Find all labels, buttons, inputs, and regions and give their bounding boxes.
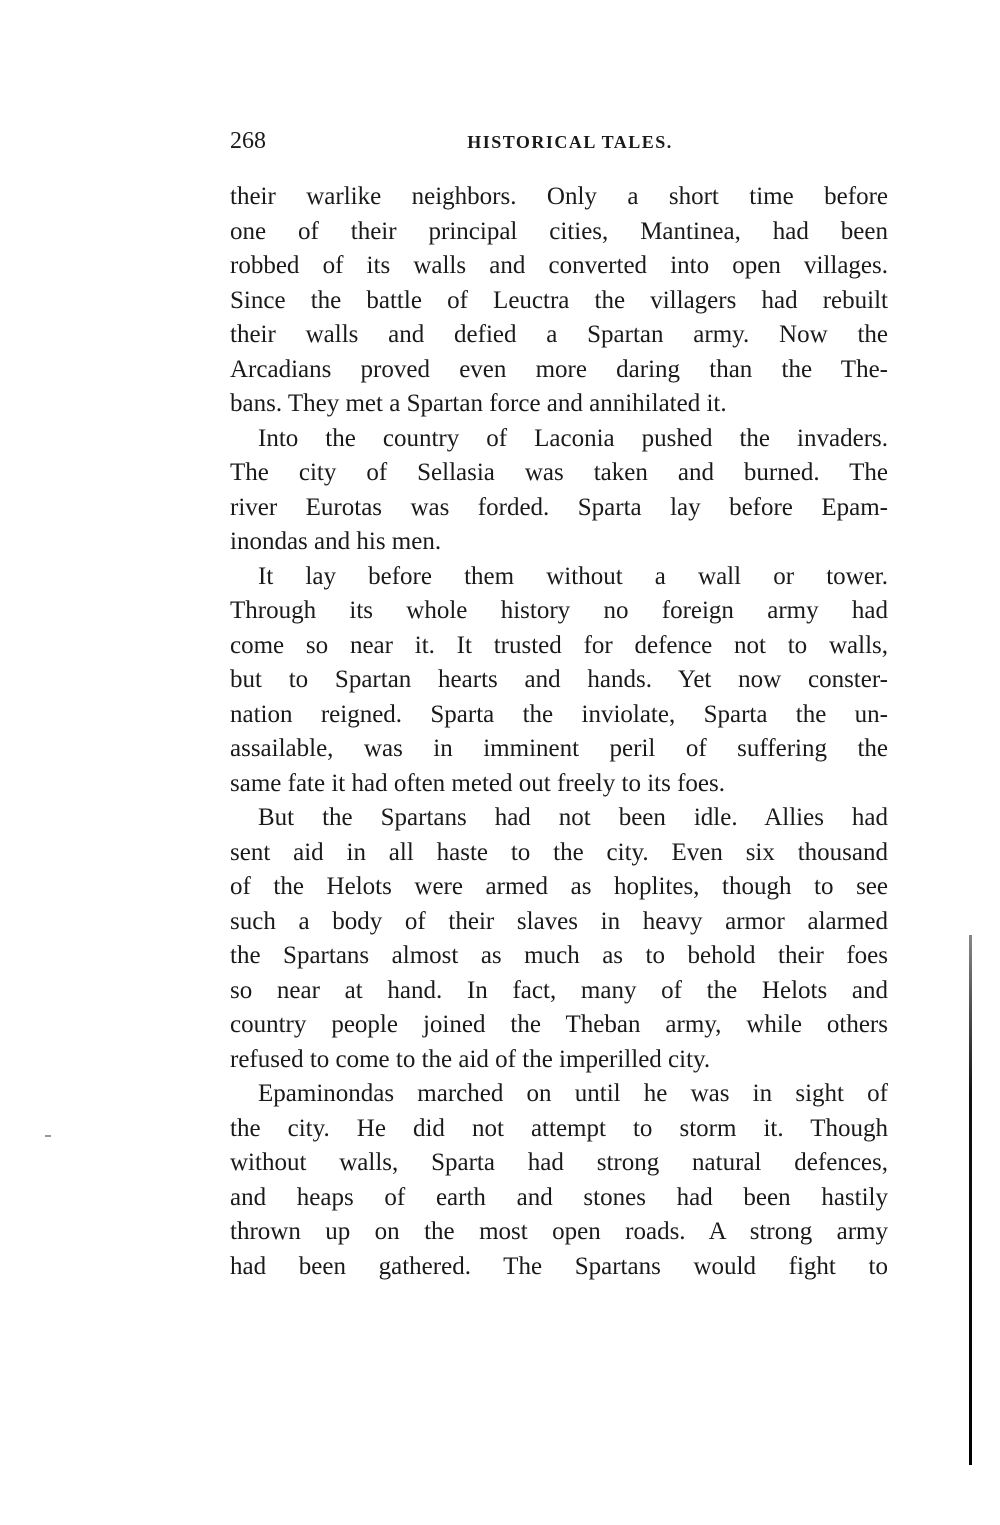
text-line: come so near it. It trusted for defence not to walls, [230,631,888,659]
text-line: their warlike neighbors. Only a short time before [230,183,888,210]
scan-artifact [45,1135,51,1137]
text-line: Arcadians proved even more daring than the The- [230,355,888,383]
text-line: The city of Sellasia was taken and burned. The [230,459,888,486]
text-line: Into the country of Laconia pushed the invaders. [258,424,888,452]
text-line: thrown up on the most open roads. A strong army [230,1218,888,1245]
text-line: Through its whole history no foreign army had [230,597,888,624]
text-line: assailable, was in imminent peril of suffering the [230,735,888,762]
text-line: Epaminondas marched on until he was in sight of [258,1080,888,1107]
text-line: so near at hand. In fact, many of the Helots and [230,976,888,1004]
page-header [230,128,890,168]
text-line: same fate it had often meted out freely to its foes. [230,769,725,797]
text-line: one of their principal cities, Mantinea, had been [230,217,888,245]
text-line: of the Helots were armed as hoplites, though to see [230,873,888,900]
text-line: robbed of its walls and converted into open villages. [230,252,888,279]
text-line: But the Spartans had not been idle. Allies had [258,804,888,831]
text-line: Since the battle of Leuctra the villagers had rebuilt [230,286,888,314]
text-line: the Spartans almost as much as to behold their foes [230,942,888,969]
page-number: 268 [230,128,266,154]
text-line: country people joined the Theban army, while others [230,1011,888,1038]
body-text [230,180,888,1284]
text-line: refused to come to the aid of the imperilled city. [230,1045,711,1073]
text-line: and heaps of earth and stones had been hastily [230,1183,888,1211]
running-head: HISTORICAL TALES. [467,132,673,152]
text-line: river Eurotas was forded. Sparta lay before Epam- [230,493,888,521]
page-edge-rule [969,935,972,1465]
text-line: had been gathered. The Spartans would fight to [230,1252,888,1280]
text-line: sent aid in all haste to the city. Even six thousand [230,838,888,866]
text-line: bans. They met a Spartan force and annihilated it. [230,390,727,417]
text-line: their walls and defied a Spartan army. Now the [230,321,888,348]
text-line: nation reigned. Sparta the inviolate, Sparta the un- [230,700,888,728]
text-line: but to Spartan hearts and hands. Yet now conster- [230,666,888,693]
text-line: inondas and his men. [230,528,442,555]
text-line: It lay before them without a wall or tower. [258,562,888,590]
text-line: without walls, Sparta had strong natural defences, [230,1149,888,1176]
text-line: such a body of their slaves in heavy armor alarmed [230,907,888,935]
text-line: the city. He did not attempt to storm it. Though [230,1114,888,1142]
